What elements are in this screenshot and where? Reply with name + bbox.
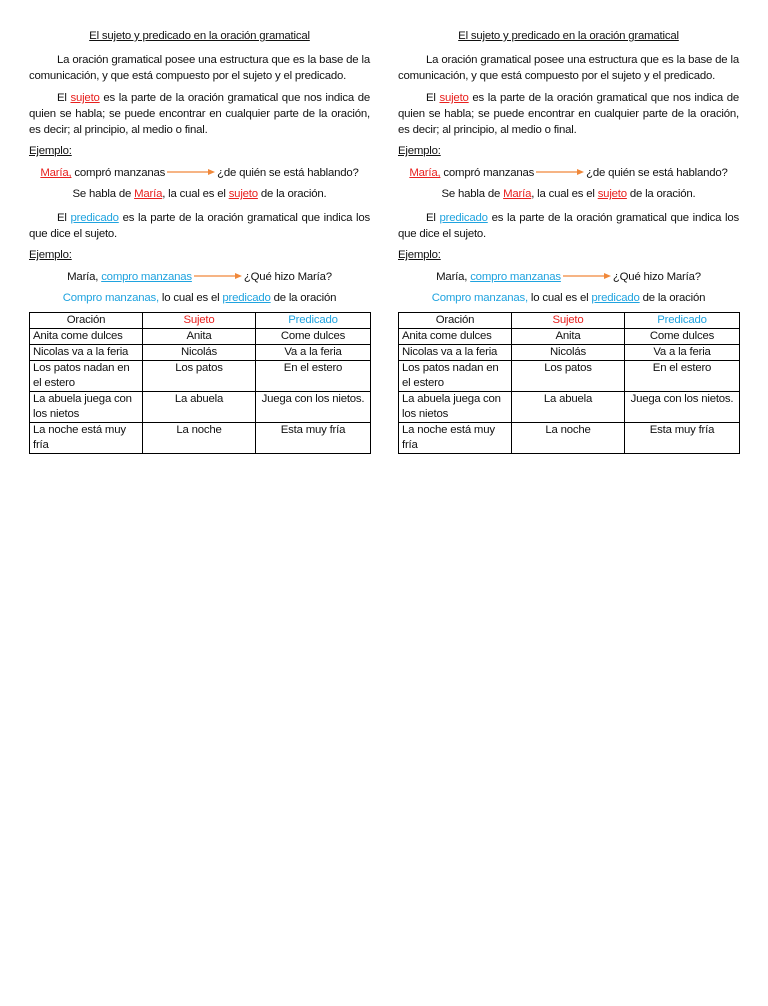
explain-predicado: Compro manzanas, lo cual es el predicado de la oración	[62, 292, 337, 304]
predicado-definition: El predicado es la parte de la oración gramatical que indica los que dice el sujeto.	[29, 212, 370, 240]
document-title: El sujeto y predicado en la oración gramatical	[458, 30, 679, 42]
sujeto-definition: El sujeto es la parte de la oración gramatical que nos indica de quien se habla; se puede encontrar en cualquier parte de la oración, es decir; al principio, al medio o final.	[29, 92, 370, 136]
example-label-2: Ejemplo:	[398, 249, 441, 261]
intro-paragraph: La oración gramatical posee una estructura que es la base de la comunicación, y que está compuesto por el sujeto y el predicado.	[398, 54, 739, 82]
header-sujeto: Sujeto	[512, 313, 625, 329]
example-label: Ejemplo:	[29, 145, 72, 157]
arrow-right-icon	[563, 272, 611, 280]
example-predicado: María, compro manzanas ¿Qué hizo María?	[67, 271, 332, 283]
examples-table	[29, 312, 371, 454]
example-subject: María,	[40, 167, 72, 179]
table-row: Los patos nadan en el estero Los patos En el estero	[399, 361, 740, 392]
table-header-row	[30, 313, 371, 329]
header-predicado: Predicado	[256, 313, 371, 329]
header-predicado: Predicado	[625, 313, 740, 329]
header-sujeto: Sujeto	[143, 313, 256, 329]
table-row: Anita come dulces Anita Come dulces	[399, 329, 740, 345]
explain-predicado: Compro manzanas, lo cual es el predicado de la oración	[431, 292, 706, 304]
column-left	[29, 28, 370, 454]
explain-sujeto: Se habla de María, la cual es el sujeto de la oración.	[441, 188, 696, 200]
header-oracion: Oración	[30, 313, 143, 329]
example-predicate: compro manzanas	[470, 271, 561, 283]
predicado-term: predicado	[439, 212, 488, 224]
arrow-right-icon	[194, 272, 242, 280]
table-row: La abuela juega con los nietos La abuela Juega con los nietos.	[30, 392, 371, 423]
example-subject: María,	[409, 167, 441, 179]
header-oracion: Oración	[399, 313, 512, 329]
example-sujeto: María, compró manzanas ¿de quién se está hablando?	[40, 167, 359, 179]
arrow-right-icon	[536, 168, 584, 176]
table-row: Los patos nadan en el estero Los patos En el estero	[30, 361, 371, 392]
sujeto-term: sujeto	[439, 92, 469, 104]
arrow-right-icon	[167, 168, 215, 176]
sujeto-term: sujeto	[70, 92, 100, 104]
table-row: Nicolas va a la feria Nicolás Va a la feria	[399, 345, 740, 361]
predicado-definition: El predicado es la parte de la oración gramatical que indica los que dice el sujeto.	[398, 212, 739, 240]
explain-sujeto: Se habla de María, la cual es el sujeto de la oración.	[72, 188, 327, 200]
example-label: Ejemplo:	[398, 145, 441, 157]
example-sujeto: María, compró manzanas ¿de quién se está hablando?	[409, 167, 728, 179]
table-row: Anita come dulces Anita Come dulces	[30, 329, 371, 345]
sujeto-definition: El sujeto es la parte de la oración gramatical que nos indica de quien se habla; se puede encontrar en cualquier parte de la oración, es decir; al principio, al medio o final.	[398, 92, 739, 136]
table-row: Nicolas va a la feria Nicolás Va a la feria	[30, 345, 371, 361]
table-row: La noche está muy fría La noche Esta muy fría	[30, 423, 371, 454]
table-row: La abuela juega con los nietos La abuela Juega con los nietos.	[399, 392, 740, 423]
table-row: La noche está muy fría La noche Esta muy fría	[399, 423, 740, 454]
example-predicado: María, compro manzanas ¿Qué hizo María?	[436, 271, 701, 283]
column-right	[398, 28, 739, 454]
example-label-2: Ejemplo:	[29, 249, 72, 261]
intro-paragraph: La oración gramatical posee una estructura que es la base de la comunicación, y que está compuesto por el sujeto y el predicado.	[29, 54, 370, 82]
predicado-term: predicado	[70, 212, 119, 224]
table-header-row	[399, 313, 740, 329]
example-predicate: compro manzanas	[101, 271, 192, 283]
examples-table	[398, 312, 740, 454]
document-title: El sujeto y predicado en la oración gramatical	[89, 30, 310, 42]
